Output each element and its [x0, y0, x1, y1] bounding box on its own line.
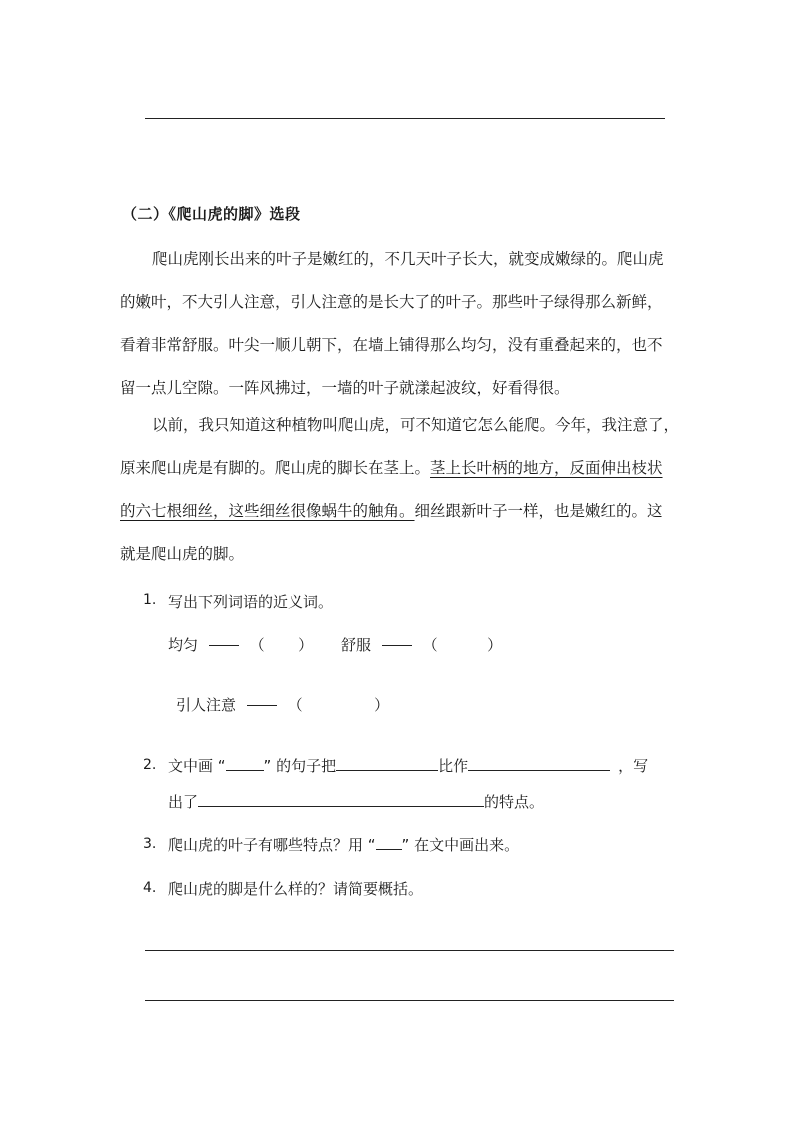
paren-open: （	[422, 636, 438, 654]
underlined-sentence: 茎上长叶柄的地方，反面伸出枝状	[430, 459, 663, 477]
paren-close: ）	[374, 696, 390, 714]
question-3-text	[168, 834, 519, 855]
question-2-text: 文中画 “	[168, 757, 226, 775]
word-junyun: 均匀	[168, 636, 199, 654]
synonym-row-3	[176, 694, 389, 715]
dash	[247, 705, 277, 706]
passage-text: 细丝跟新叶子一样，也是嫩红的。这	[414, 502, 663, 520]
passage-line: 的嫩叶，不大引人注意，引人注意的是长大了的叶子。那些叶子绿得那么新鲜，	[120, 293, 663, 311]
paren-open: （	[249, 636, 265, 654]
question-1-number: 1.	[143, 592, 157, 608]
passage-line	[120, 490, 675, 533]
top-divider	[145, 118, 665, 119]
passage-line: 看着非常舒服。叶尖一顺儿朝下，在墙上铺得那么均匀，没有重叠起来的，也不	[120, 336, 663, 354]
underline-sample	[376, 839, 402, 850]
dash	[382, 645, 412, 646]
question-2-text: ” 的句子把	[263, 757, 337, 775]
question-2-line-1	[168, 755, 648, 776]
question-3-number: 3.	[143, 836, 157, 852]
synonym-row-1	[168, 634, 313, 655]
passage-line: 以前，我只知道这种植物叫爬山虎，可不知道它怎么能爬。今年，我注意了，	[152, 416, 680, 434]
passage-line: 留一点儿空隙。一阵风拂过，一墙的叶子就漾起波纹，好看得很。	[120, 379, 570, 397]
answer-blank-subject[interactable]	[336, 756, 438, 771]
passage-line: 就是爬山虎的脚。	[120, 545, 245, 563]
question-2-text: 比作	[438, 757, 469, 775]
question-2-line-2	[168, 791, 544, 812]
passage-text: 原来爬山虎是有脚的。爬山虎的脚长在茎上。	[120, 459, 431, 477]
paren-close: ）	[298, 636, 314, 654]
passage-paragraph-2	[120, 404, 680, 576]
answer-line-2[interactable]	[145, 1000, 674, 1001]
question-3-text-part: ” 在文中画出来。	[401, 836, 520, 854]
word-yinrenzhuyi: 引人注意	[176, 696, 237, 714]
answer-blank-compared[interactable]	[468, 756, 610, 771]
dash	[209, 645, 239, 646]
answer-line-1[interactable]	[145, 950, 674, 951]
question-4-text: 爬山虎的脚是什么样的？请简要概括。	[168, 880, 424, 898]
question-1-text: 写出下列词语的近义词。	[168, 593, 334, 611]
synonym-row-2	[341, 634, 502, 655]
underline-sample	[226, 756, 264, 771]
passage-line	[120, 447, 675, 490]
question-2-text: 出了	[168, 793, 199, 811]
passage-paragraph-1	[120, 238, 675, 410]
question-2-text: ，写	[618, 757, 649, 775]
question-3-text-part: 爬山虎的叶子有哪些特点？用 “	[168, 836, 376, 854]
question-4-number: 4.	[143, 880, 157, 896]
word-shufu: 舒服	[341, 636, 372, 654]
answer-blank-feature[interactable]	[198, 792, 484, 807]
question-2-text: 的特点。	[484, 793, 545, 811]
paren-open: （	[287, 696, 303, 714]
section-title: （二）《爬山虎的脚》选段	[122, 205, 301, 223]
underlined-sentence: 的六七根细丝，这些细丝很像蜗牛的触角。	[120, 502, 415, 520]
question-2-number: 2.	[143, 757, 157, 773]
paren-close: ）	[487, 636, 503, 654]
passage-line: 爬山虎刚长出来的叶子是嫩红的，不几天叶子长大，就变成嫩绿的。爬山虎	[152, 250, 664, 268]
